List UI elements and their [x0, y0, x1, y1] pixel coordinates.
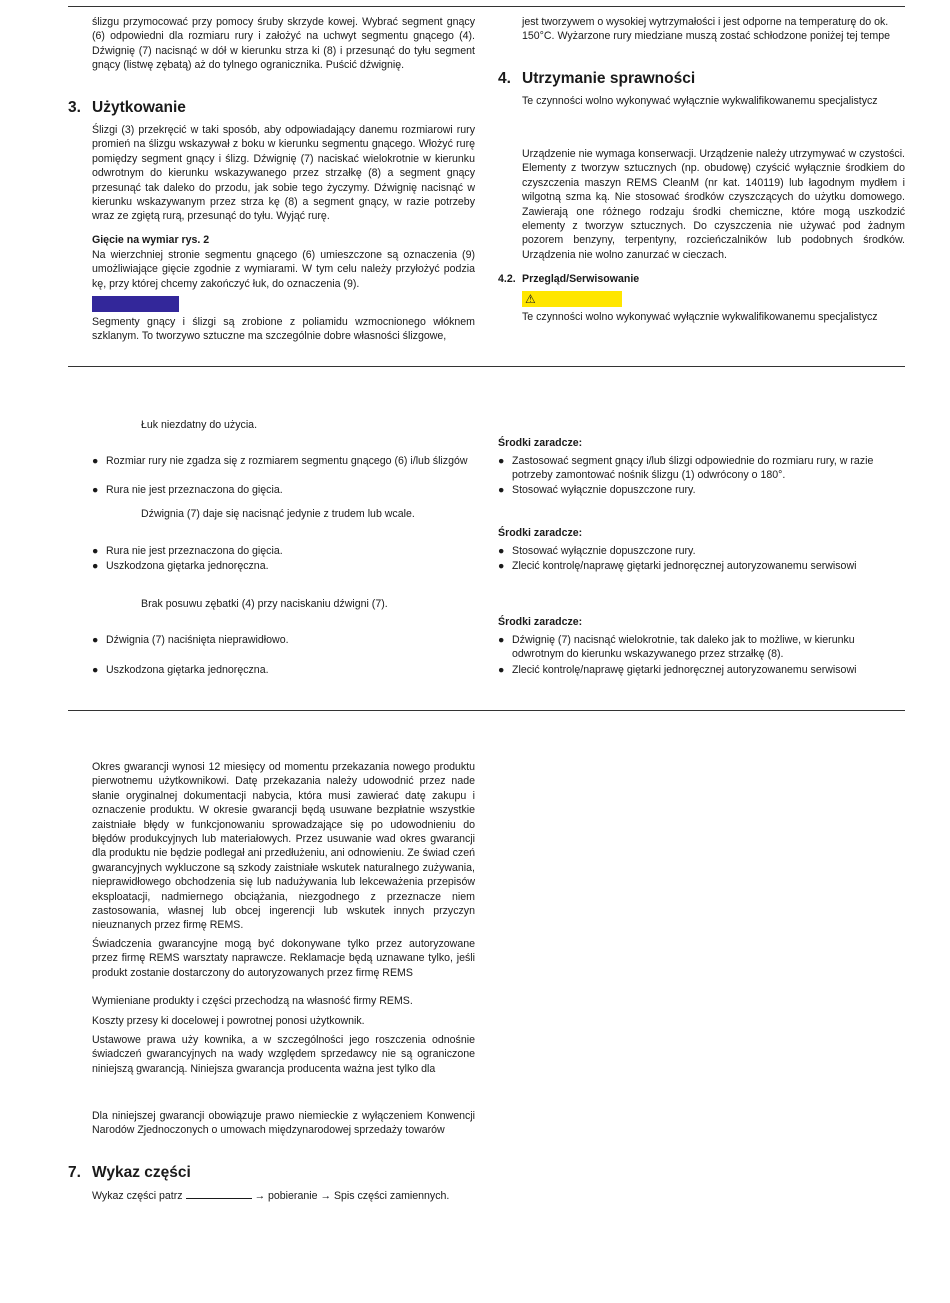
- bullet: ●: [498, 560, 505, 572]
- bullet: ●: [92, 664, 99, 676]
- remedy-text: Stosować wyłącznie dopuszczone rury.: [512, 484, 696, 496]
- fault-description: Łuk niezdatny do użycia.: [141, 419, 258, 431]
- bullet: ●: [92, 455, 99, 467]
- remedy-text: Zlecić kontrolę/naprawę giętarki jednoręcznej autoryzowanemu serwisowi: [512, 664, 857, 676]
- cause-text: Rura nie jest przeznaczona do gięcia.: [106, 484, 283, 496]
- maintenance-paragraph: Urządzenie nie wymaga konserwacji. Urządzenie należy utrzymywać w czystości. Elementy z tworzyw sztucznych (np. obudowę) czyścić wyłącznie środkiem do czyszczenia maszyn REMS CleanM (nr kat. 140119) lub łagodnym mydłem i wilgotną szma ką. Nie stosować środków czyszczących do użytku domowego. Zawierają one różnego rodzaju środki chemiczne, które mogą uszkodzić elementy z tworzyw sztucznych. Do czyszczenia nie używać pod żadnym pozorem benzyny, terpentyny, rozcieńczalników lub podobnych środków. Urządzenia nie wolno zanurzać w cieczach.: [522, 148, 905, 261]
- warranty-paragraph: Ustawowe prawa uży kownika, a w szczególności jego roszczenia odnośnie świadczeń gwarancyjnych na wady względem sprzedawcy nie są ograniczone niniejszą gwarancją. Niniejsza gwarancja producenta ważna jest tylko dla: [92, 1034, 475, 1075]
- measured-bending-paragraph: Na wierzchniej stronie segmentu gnącego (6) umieszczone są oznaczenia (9) umożliwiające gięcie zgodnie z wymiarami. W tym celu należy przyłożyć podzia kę, przy której chcemy zakończyć łuk, do oznaczenia (9).: [92, 249, 475, 290]
- remedy-text: Zastosować segment gnący i/lub ślizgi odpowiednie do rozmiaru rury, w razie potrzeby zamontować nośnik ślizgu (1) odwrócony o 180°.: [512, 455, 874, 482]
- section-title: Utrzymanie sprawności: [522, 70, 696, 87]
- warranty-paragraph: Dla niniejszej gwarancji obowiązuje prawo niemieckie z wyłączeniem Konwencji Narodów Zjednoczonych o umowach międzynarodowej sprzedaży towarów: [92, 1110, 475, 1137]
- cause-text: Uszkodzona giętarka jednoręczna.: [106, 560, 269, 572]
- qualified-personnel-note: Te czynności wolno wykonywać wyłącznie wykwalifikowanemu specjalistycz: [522, 311, 878, 323]
- section-divider: [68, 710, 905, 711]
- bullet: ●: [92, 545, 99, 557]
- fault-description: Brak posuwu zębatki (4) przy naciskaniu dźwigni (7).: [141, 598, 388, 610]
- warranty-paragraph: Wymieniane produkty i części przechodzą na własność firmy REMS.: [92, 995, 413, 1007]
- cause-text: Rura nie jest przeznaczona do gięcia.: [106, 545, 283, 557]
- bullet: ●: [498, 634, 505, 646]
- continuation-text-right: jest tworzywem o wysokiej wytrzymałości i jest odporne na temperaturę do ok. 150°C. Wyżarzone rury miedziane muszą zostać schłodzone poniżej tej tempe: [522, 16, 891, 43]
- continuation-text-left: ślizgu przymocować przy pomocy śruby skrzyde kowej. Wybrać segment gnący (6) odpowiedni dla rozmiaru rury i założyć na uchwyt segmentu gnącego (4). Dźwignię (7) nacisnąć w dół w kierunku strza ki (8) i przesunąć do tyłu segment gnący (listwę zębatą) aż do tylnego ogranicznika. Puścić dźwignię.: [92, 16, 475, 72]
- bullet: ●: [498, 455, 505, 467]
- section-3-heading: [68, 99, 186, 117]
- bullet: ●: [92, 560, 99, 572]
- warranty-paragraph: Koszty przesy ki docelowej i powrotnej ponosi użytkownik.: [92, 1015, 365, 1027]
- top-rule: [68, 6, 905, 7]
- section-number: 7.: [68, 1164, 81, 1181]
- usage-paragraph: Ślizgi (3) przekręcić w taki sposób, aby odpowiadający danemu rozmiarowi rury promień na ślizgu wskazywał z boku w kierunku segmentu gnącego. Włożyć rurę pomiędzy segment gnący i ślizg. Dźwignię (7) naciskać wielokrotnie w kierunku odwrotnym do kierunku wskazywanego przez strzałkę (8) a segment gnący przesunąć tak daleko do przodu, jak sobie tego życzymy. Dźwignię nacisnąć w kierunku wskazywanym przez strza kę (8) a segment gnący, w razie potrzeby wraz ze zgiętą rurą, przesunąć do tyłu. Wyjąć rurę.: [92, 124, 475, 223]
- section-title: Wykaz części: [92, 1164, 191, 1181]
- bullet: ●: [498, 484, 505, 496]
- parts-list-text: Wykaz części patrz: [92, 1190, 183, 1202]
- parts-list-text: → pobieranie → Spis części zamiennych.: [254, 1190, 450, 1202]
- warranty-paragraph: Okres gwarancji wynosi 12 miesięcy od momentu przekazania nowego produktu pierwotnemu użytkownikowi. Datę przekazania należy udowodnić przez nade słanie oryginalnej dokumentacji nabycia, która musi zawierać datę zakupu i oznaczenie produktu. W okresie gwarancji będą usuwane bezpłatnie wszystkie zaistniałe błędy w funkcjonowaniu sprowadzające się po udowodnieniu do błędów produkcyjnych lub materiałowych. Przez usuwanie wad okres gwarancji dla produktu nie będzie podlegał ani przedłużeniu, ani odnowieniu. Ze świad czeń gwarancyjnych wykluczone są szkody zaistniałe wskutek naturalnego zużywania, nieprawidłowego obchodzenia się lub nadużywania lub lekceważenia przepisów eksploatacji, nadmiernego obciążania, niezgodnego z przeznacze niem zastosowania, własnej lub obcej ingerencji lub wskutek innych przyczyn nieuznanych przez firmę REMS.: [92, 761, 475, 932]
- qualified-personnel-note: Te czynności wolno wykonywać wyłącznie wykwalifikowanemu specjalistycz: [522, 95, 878, 107]
- section-7-heading: [68, 1164, 191, 1182]
- section-number: 4.: [498, 70, 511, 87]
- subsection-4-2-heading: [498, 272, 639, 286]
- notice-label-bar: [92, 296, 179, 312]
- remedy-text: Dźwignię (7) nacisnąć wielokrotnie, tak daleko jak to możliwe, w kierunku odwrotnym do kierunku wskazywanego przez strzałkę (8).: [512, 634, 855, 661]
- remedies-label: Środki zaradcze:: [498, 527, 583, 539]
- section-4-heading: [498, 70, 695, 88]
- subsection-number: 4.2.: [498, 273, 516, 285]
- section-divider: [68, 366, 905, 367]
- subsection-title: Przegląd/Serwisowanie: [522, 273, 640, 285]
- material-paragraph: Segmenty gnący i ślizgi są zrobione z poliamidu wzmocnionego włóknem szklanym. To tworzywo sztuczne ma szczególnie dobre własności ślizgowe,: [92, 316, 475, 343]
- warranty-paragraph: Świadczenia gwarancyjne mogą być dokonywane tylko przez autoryzowane przez firmę REMS warsztaty naprawcze. Reklamacje będą uznawane tylko, jeśli produkt zostanie dostarczony do autoryzowanych przez firmę REMS: [92, 938, 475, 979]
- remedies-label: Środki zaradcze:: [498, 437, 583, 449]
- cause-text: Rozmiar rury nie zgadza się z rozmiarem segmentu gnącego (6) i/lub ślizgów: [106, 455, 468, 467]
- remedy-text: Zlecić kontrolę/naprawę giętarki jednoręcznej autoryzowanemu serwisowi: [512, 560, 857, 572]
- remedy-text: Stosować wyłącznie dopuszczone rury.: [512, 545, 696, 557]
- warning-label: [522, 291, 622, 307]
- cause-text: Uszkodzona giętarka jednoręczna.: [106, 664, 269, 676]
- bullet: ●: [498, 664, 505, 676]
- parts-list-line: [92, 1188, 449, 1203]
- subsection-title: Gięcie na wymiar rys. 2: [92, 234, 210, 246]
- warning-triangle-icon: ⚠: [525, 292, 536, 306]
- link-placeholder-underline[interactable]: [186, 1188, 252, 1199]
- fault-description: Dźwignia (7) daje się nacisnąć jedynie z trudem lub wcale.: [141, 508, 415, 520]
- section-title: Użytkowanie: [92, 99, 186, 116]
- section-number: 3.: [68, 99, 81, 116]
- bullet: ●: [92, 484, 99, 496]
- cause-text: Dźwignia (7) naciśnięta nieprawidłowo.: [106, 634, 289, 646]
- bullet: ●: [92, 634, 99, 646]
- bullet: ●: [498, 545, 505, 557]
- remedies-label: Środki zaradcze:: [498, 616, 583, 628]
